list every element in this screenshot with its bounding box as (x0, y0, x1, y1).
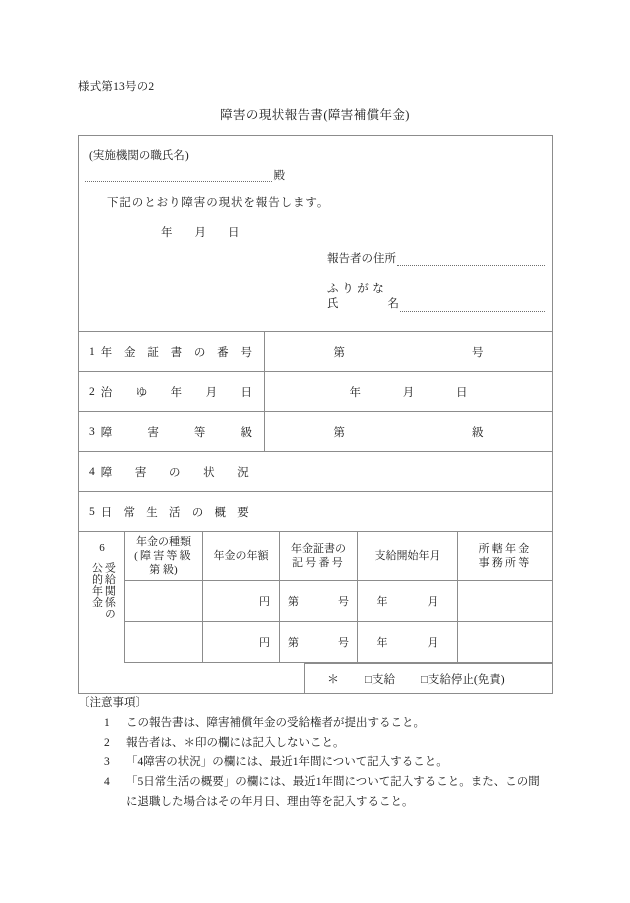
item-1-value-wrap (334, 344, 484, 360)
notes-title: 〔注意事項〕 (78, 697, 147, 709)
item-6-vertical-right: 受給関係の (103, 562, 116, 620)
label-char: 証 (147, 346, 159, 359)
label-char: 金 (124, 346, 136, 359)
date-day-label: 日 (228, 227, 240, 239)
note-text: 報告者は、＊印の欄には記入しないこと。 (126, 736, 345, 749)
item-3-value-wrap (334, 424, 484, 440)
item-4-label (79, 452, 552, 491)
cell-payment-start[interactable] (358, 581, 458, 621)
cell-annual-amount[interactable] (203, 622, 280, 662)
note-item (104, 773, 578, 793)
table-row-pension-certificate-number (79, 331, 552, 371)
cert-line2: 記号番号 (292, 557, 345, 569)
start-year: 年 (376, 637, 388, 649)
item-4-number: 4 (89, 465, 95, 478)
column-header-payment-start: 支給開始年月 (358, 532, 458, 580)
cell-payment-start[interactable] (358, 622, 458, 662)
cert-suffix: 号 (338, 637, 349, 649)
item-5-text (101, 504, 253, 520)
item-2-label (79, 372, 264, 411)
column-header-pension-office (458, 532, 552, 580)
item-5-number: 5 (89, 505, 95, 518)
item-4-text (101, 464, 253, 480)
reporter-address-row[interactable] (327, 252, 545, 266)
pension-kind-line2: (障害等級 (134, 549, 193, 562)
report-statement: 下記のとおり障害の現状を報告します。 (107, 197, 330, 209)
label-char: 常 (123, 506, 135, 519)
item-3-text (101, 424, 256, 440)
label-char: 治 (100, 386, 113, 399)
pension-header-row (125, 532, 552, 581)
item-1-value-cell[interactable] (264, 332, 552, 371)
label-char: 障 (100, 466, 113, 479)
official-use-blank (79, 663, 304, 693)
item-1-prefix: 第 (333, 346, 345, 359)
note-number: 2 (104, 736, 110, 749)
item-6-vertical-label (79, 562, 125, 620)
reporter-address-fill-line[interactable] (397, 252, 545, 266)
note-item (104, 753, 578, 773)
reporter-name-label-first: 氏 (327, 298, 339, 311)
salutation-block (79, 136, 552, 331)
label-char: 概 (214, 506, 226, 519)
label-char: 生 (146, 506, 158, 519)
item-2-month: 月 (402, 386, 415, 399)
dono-honorific: 殿 (273, 169, 285, 182)
pension-kind-line1: 年金の種類 (136, 535, 191, 548)
cert-prefix: 第 (288, 596, 299, 608)
cert-prefix: 第 (288, 637, 299, 649)
note-number: 1 (104, 716, 110, 729)
note-number: 4 (104, 776, 110, 789)
label-char: 活 (169, 506, 181, 519)
cell-certificate-number[interactable] (280, 581, 358, 621)
document-title: 障害の現状報告書(障害補償年金) (220, 108, 410, 122)
amount-unit: 円 (259, 637, 270, 649)
label-char: の (191, 506, 204, 519)
pension-kind-grade-prefix: 第 (149, 564, 161, 577)
item-1-number: 1 (89, 345, 95, 358)
label-char: 年 (170, 386, 183, 399)
cell-pension-kind[interactable] (125, 622, 203, 662)
agency-name-label: (実施機関の職氏名) (89, 150, 189, 162)
official-use-row (79, 663, 552, 693)
label-char: 番 (217, 346, 229, 359)
reporter-name-fill-line[interactable] (400, 298, 545, 312)
table-row-cure-date (79, 371, 552, 411)
reporter-address-label: 報告者の住所 (327, 253, 396, 265)
item-1-suffix: 号 (472, 346, 484, 359)
note-number: 3 (104, 756, 110, 769)
cert-suffix: 号 (338, 596, 349, 608)
label-char: 級 (240, 426, 252, 439)
item-1-label (79, 332, 264, 371)
label-char: 障 (100, 426, 113, 439)
item-5-label (79, 492, 552, 531)
note-text-continued: に退職した場合はその年月日、理由等を記入すること。 (126, 795, 414, 808)
cell-certificate-number[interactable] (280, 622, 358, 662)
cell-annual-amount[interactable] (203, 581, 280, 621)
cert-line1: 年金証書の (291, 542, 346, 555)
label-char: 月 (205, 386, 218, 399)
label-char: 況 (237, 466, 249, 479)
label-char: の (193, 346, 206, 359)
note-item (104, 714, 578, 734)
reporter-name-label (327, 297, 399, 311)
reporter-info-block (327, 252, 545, 312)
office-line1: 所轄年金 (478, 542, 532, 555)
column-header-annual-amount: 年金の年額 (203, 532, 280, 580)
form-frame (78, 135, 553, 694)
amount-unit: 円 (259, 596, 270, 608)
column-header-pension-kind (125, 532, 203, 580)
date-year-label: 年 (161, 227, 173, 239)
label-char: 状 (203, 466, 215, 479)
item-6-vertical-left: 公的年金 (90, 562, 103, 608)
agency-name-fill-line[interactable] (85, 167, 272, 182)
item-3-suffix: 級 (472, 426, 484, 439)
item-2-value-wrap (350, 384, 468, 400)
table-row-disability-condition[interactable] (79, 451, 552, 491)
checkbox-option-suspended[interactable]: □支給停止(免責) (420, 673, 505, 686)
checkbox-option-paid[interactable]: □支給 (365, 673, 395, 686)
cell-pension-kind[interactable] (125, 581, 203, 621)
cell-pension-office[interactable] (458, 622, 552, 662)
label-char: 害 (147, 426, 159, 439)
pension-kind-grade-suffix: 級) (163, 564, 178, 577)
note-text: 「4障害の状況」の欄には、最近1年間について記入すること。 (126, 756, 448, 769)
reporter-furigana-label: ふりがな (327, 283, 388, 296)
label-char: の (169, 466, 181, 479)
label-char: ゆ (135, 386, 148, 399)
label-char: 日 (240, 386, 252, 399)
item-2-value-cell[interactable] (264, 372, 552, 411)
item-3-label (79, 412, 264, 451)
pension-table-body (125, 532, 552, 663)
label-char: 書 (170, 346, 183, 359)
asterisk-mark: ＊ (327, 672, 340, 686)
label-char: 年 (100, 346, 113, 359)
agency-name-field[interactable] (85, 167, 285, 182)
date-month-label: 月 (194, 227, 206, 239)
note-item (104, 734, 578, 754)
cell-pension-office[interactable] (458, 581, 552, 621)
item-6-side-label (79, 532, 125, 663)
label-char: 害 (134, 466, 147, 479)
office-line2: 事務所等 (478, 557, 532, 569)
item-2-year: 年 (349, 386, 361, 399)
form-number: 様式第13号の2 (78, 81, 155, 93)
item-2-text (101, 384, 256, 400)
label-char: 日 (100, 506, 113, 519)
label-char: 等 (193, 426, 206, 439)
pension-data-row (125, 581, 552, 622)
label-char: 要 (237, 506, 249, 519)
reporter-name-row[interactable] (327, 297, 545, 311)
reporter-name-label-second: 名 (387, 298, 399, 311)
table-public-pension (79, 531, 552, 663)
item-3-prefix: 第 (333, 426, 345, 439)
column-header-certificate-number (280, 532, 358, 580)
item-1-text (101, 344, 256, 360)
label-char: 号 (240, 346, 252, 359)
pension-data-row (125, 622, 552, 663)
start-month: 月 (427, 637, 439, 649)
start-month: 月 (427, 596, 439, 608)
notes-section (78, 694, 578, 813)
item-2-day: 日 (456, 386, 468, 399)
table-row-disability-grade (79, 411, 552, 451)
note-text: 「5日常生活の概要」の欄には、最近1年間について記入すること。また、この間 (126, 776, 540, 789)
official-use-options (304, 663, 552, 693)
table-row-daily-life-summary[interactable] (79, 491, 552, 531)
report-date-line[interactable] (161, 224, 240, 240)
note-text: この報告書は、障害補償年金の受給権者が提出すること。 (126, 716, 425, 729)
item-2-number: 2 (89, 385, 95, 398)
start-year: 年 (376, 596, 388, 608)
item-6-number: 6 (99, 542, 105, 554)
item-3-value-cell[interactable] (264, 412, 552, 451)
item-3-number: 3 (89, 425, 95, 438)
